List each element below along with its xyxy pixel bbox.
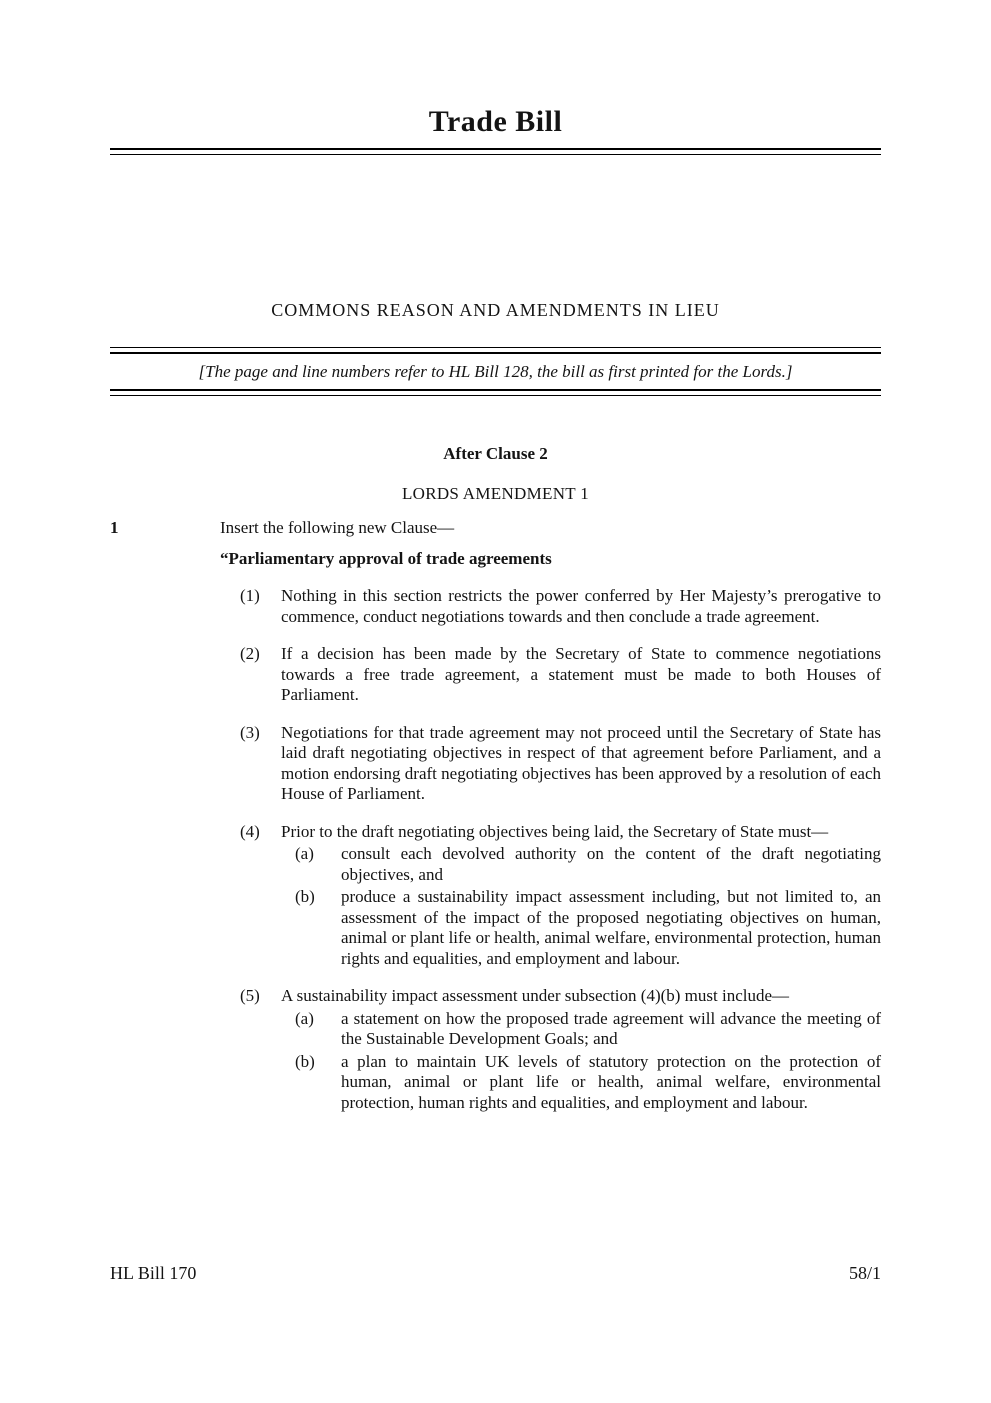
subitem-text: consult each devolved authority on the content of the draft negotiating objectives, and (341, 844, 881, 884)
amendment-line (110, 517, 881, 538)
subsection-2 (240, 644, 881, 706)
reference-note: [The page and line numbers refer to HL Bill 128, the bill as first printed for the Lords.] (198, 362, 793, 381)
subsection-number: (1) (240, 586, 260, 605)
subitem-number: (a) (295, 844, 314, 863)
subitem-number: (a) (295, 1008, 314, 1028)
subsection-3 (240, 723, 881, 805)
subitem-4a (295, 844, 881, 885)
page-number: 58/1 (848, 1263, 881, 1283)
title-rule (110, 148, 881, 155)
subsection-number: (2) (240, 644, 260, 663)
main-heading: COMMONS REASON AND AMENDMENTS IN LIEU (271, 300, 720, 320)
subsection-1 (240, 586, 881, 627)
amendment-number: 1 (110, 518, 119, 537)
clause-title: “Parliamentary approval of trade agreements (220, 549, 552, 568)
page-footer (110, 1262, 881, 1284)
subitem-4b (295, 887, 881, 969)
subsection-text: Negotiations for that trade agreement may not proceed until the Secretary of State has laid draft negotiating objectives in respect of that agreement before Parliament, and a motion endorsing draft negotiating objectives has been approved by a resolution of each House of Parliament. (281, 722, 881, 803)
page-title: Trade Bill (428, 105, 563, 138)
subsection-text: If a decision has been made by the Secretary of State to commence negotiations towards a free trade agreement, a statement must be made to both Houses of Parliament. (281, 644, 881, 704)
note-rule-bottom (110, 389, 881, 396)
section-heading: After Clause 2 (443, 444, 548, 463)
subitem-5b (295, 1052, 881, 1114)
subsection-text: Nothing in this section restricts the power conferred by Her Majesty’s prerogative to commence, conduct negotiations towards and then conclude a trade agreement. (281, 586, 881, 626)
subsection-text: A sustainability impact assessment under subsection (4)(b) must include— (281, 986, 790, 1005)
amendment-intro: Insert the following new Clause— (220, 518, 455, 537)
note-rule-top (110, 347, 881, 354)
subsection-4 (240, 822, 881, 970)
subsection-number: (5) (240, 986, 260, 1005)
subsection-body (281, 822, 881, 970)
document-content (110, 0, 881, 1113)
subsection-text: Prior to the draft negotiating objectives being laid, the Secretary of State must— (281, 821, 829, 841)
subitem-number: (b) (295, 1051, 315, 1071)
amendment-heading: LORDS AMENDMENT 1 (401, 484, 590, 503)
subsection-number: (4) (240, 821, 260, 841)
subitem-text: a statement on how the proposed trade agreement will advance the meeting of the Sustainable Development Goals; and (341, 1008, 881, 1048)
subsection-number: (3) (240, 722, 260, 742)
subsection-body (281, 986, 881, 1113)
subitem-number: (b) (295, 887, 315, 906)
bill-reference: HL Bill 170 (110, 1263, 197, 1283)
subitem-text: produce a sustainability impact assessment including, but not limited to, an assessment of the impact of the proposed negotiating objectives on human, animal or plant life or health, animal welfare, environmental protection, human rights and equalities, and employment and labour. (341, 887, 881, 968)
subitem-text: a plan to maintain UK levels of statutory protection on the protection of human, animal or plant life or health, animal welfare, environmental protection, human rights and equalities, and employment and labour. (341, 1051, 881, 1112)
subitem-5a (295, 1009, 881, 1050)
subsection-5 (240, 986, 881, 1113)
